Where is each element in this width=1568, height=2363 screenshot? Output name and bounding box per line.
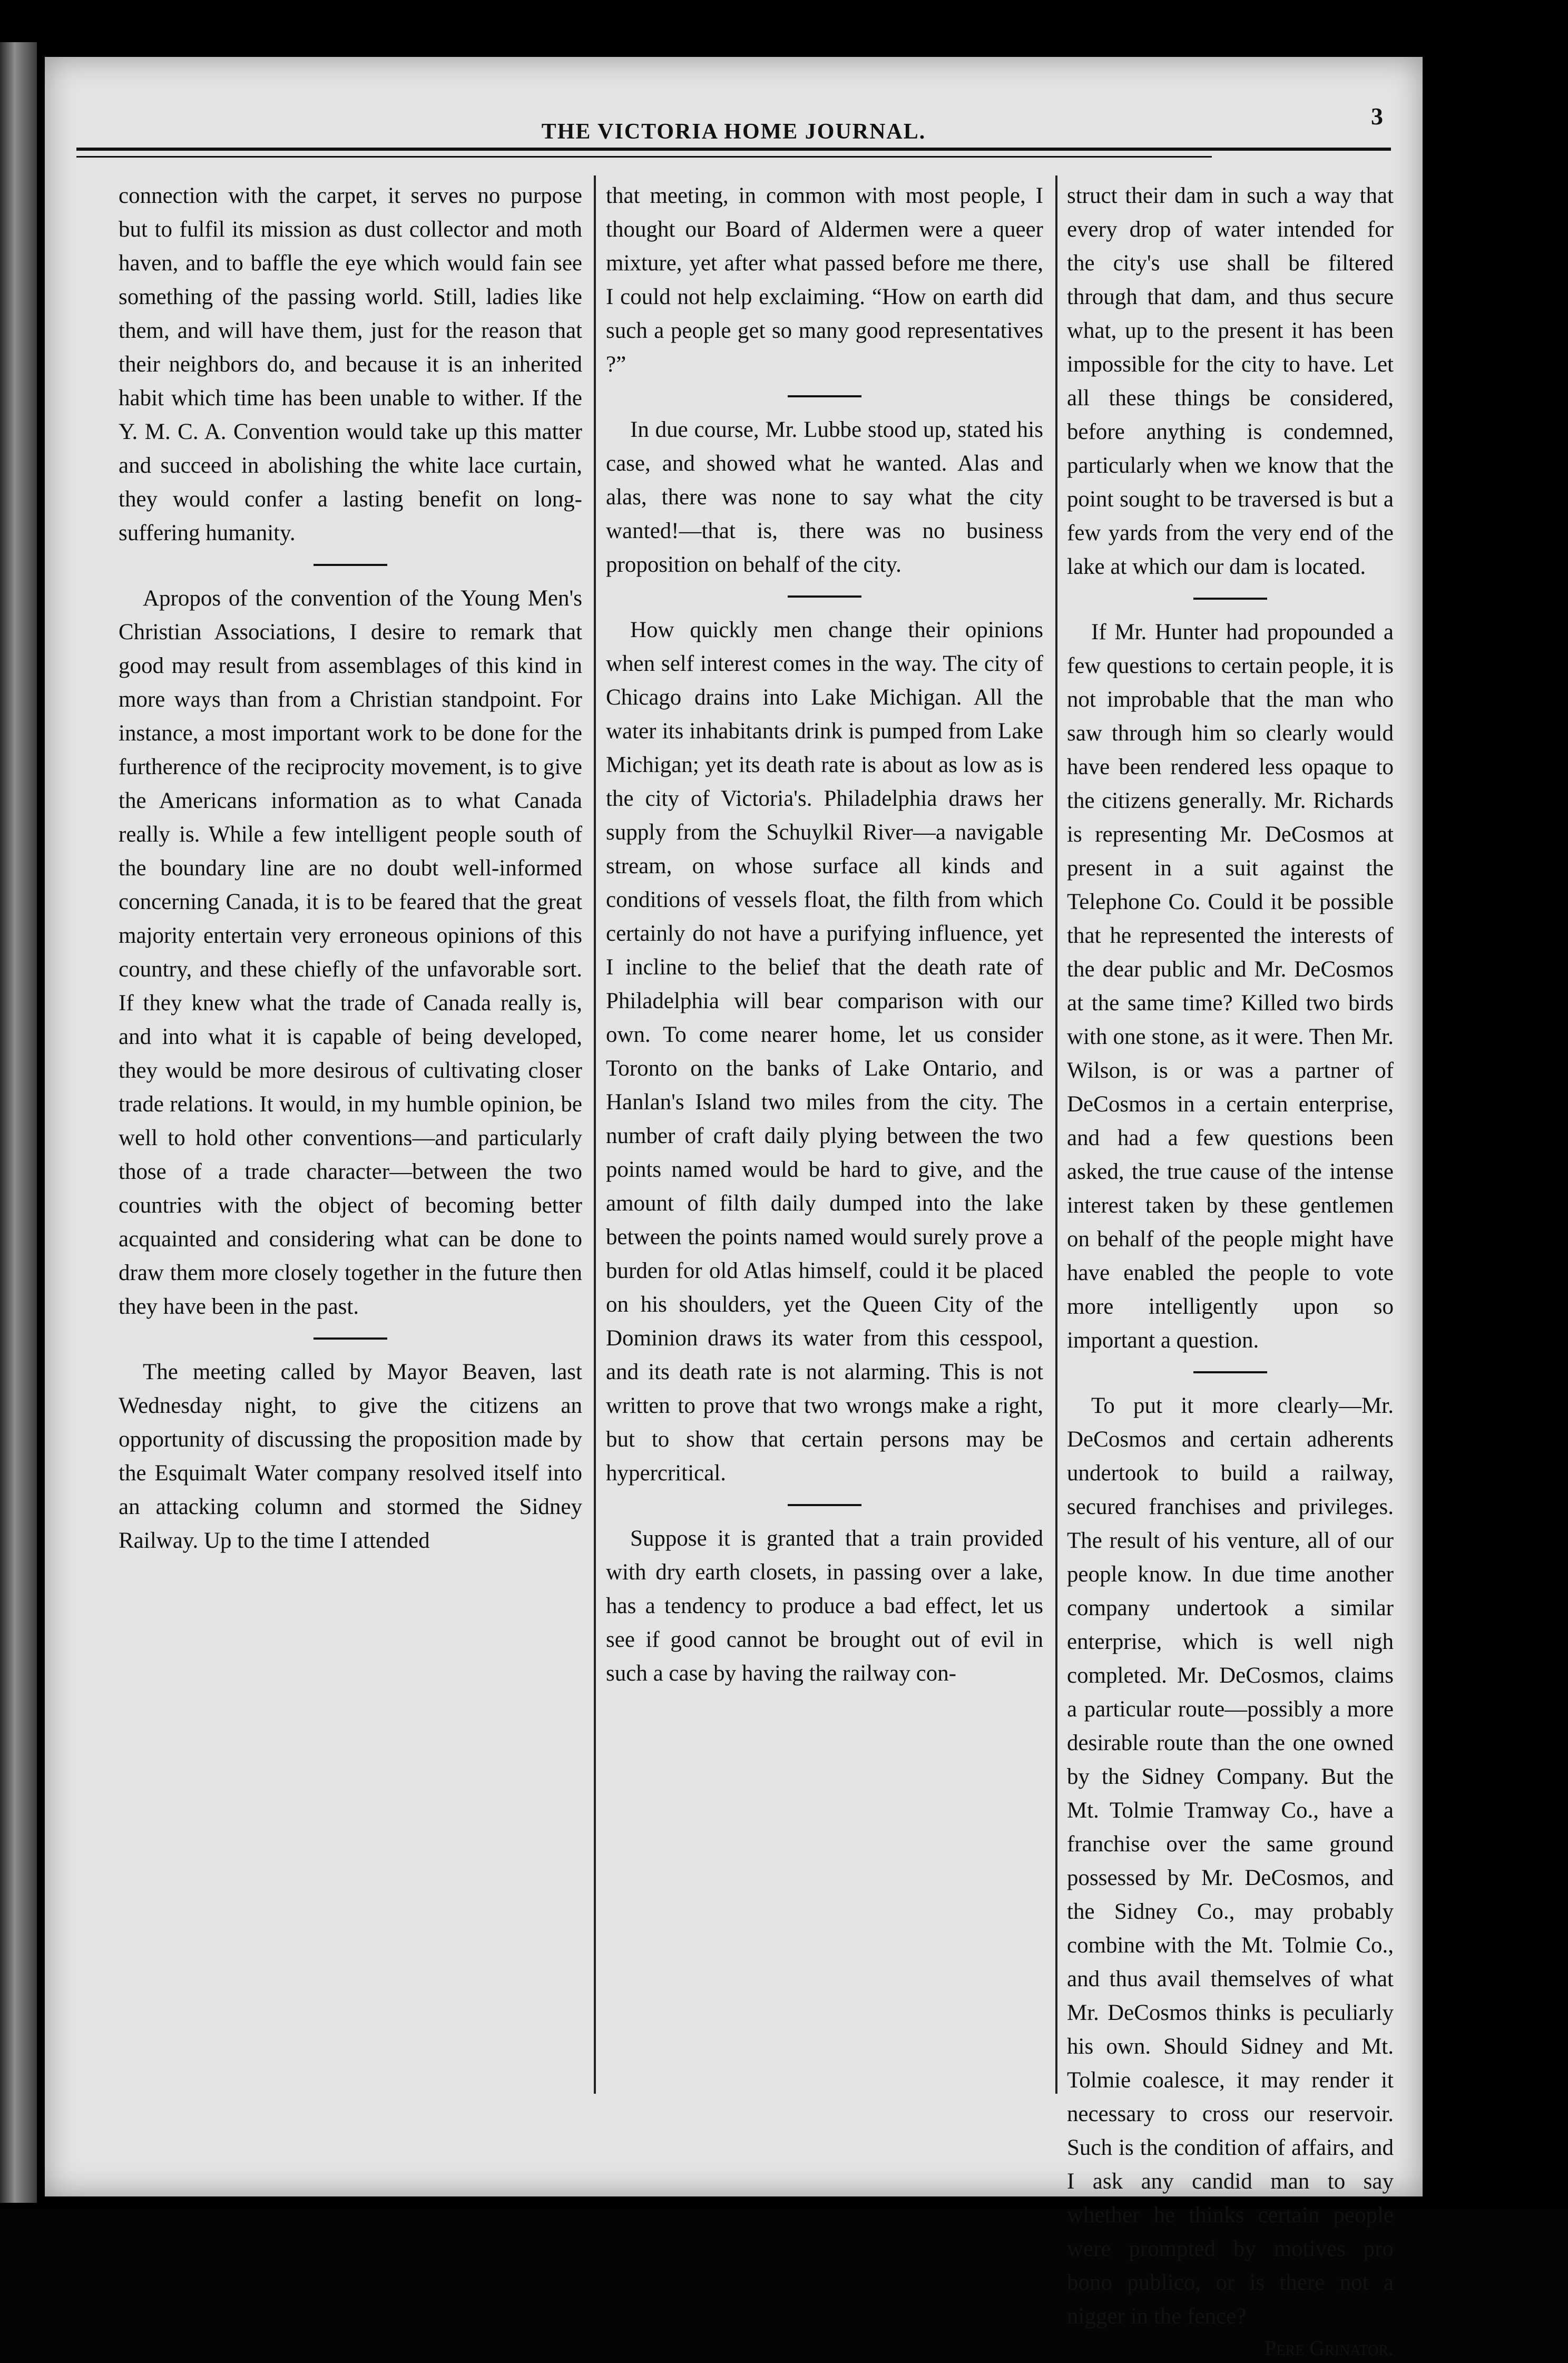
author-signature: Pere Grinator. xyxy=(1265,2336,1394,2360)
section-divider xyxy=(313,1337,387,1340)
column-rule xyxy=(594,175,596,2094)
section-divider xyxy=(788,1504,861,1506)
column-2 xyxy=(606,179,1043,2140)
column-3 xyxy=(1067,179,1394,2360)
section-divider xyxy=(1193,598,1267,600)
section-divider xyxy=(788,395,861,397)
paragraph: The meeting called by Mayor Beaven, last Wednesday night, to give the citizens an opportunity of discussing the proposition made by the Esquimalt Water company resolved itself into an attacking column and stormed the Sidney Railway. Up to the time I attended xyxy=(119,1360,582,1553)
paragraph: Suppose it is granted that a train provided with dry earth closets, in passing over a lake, has a tendency to produce a bad effect, let us see if good cannot be brought out of evil in such a case by having the railway con- xyxy=(606,1526,1043,1686)
paragraph: Apropos of the convention of the Young Men's Christian Associations, I desire to remark that good may result from assemblages of this kind in more ways than from a Christian standpoint. For instance, a most important work to be done for the furtherence of the reciprocity movement, is to give the Americans information as to what Canada really is. While a few intelligent people south of the boundary line are no doubt well-informed concerning Canada, it is to be feared that the great majority entertain very erroneous opinions of this country, and these chiefly of the unfavorable sort. If they knew what the trade of Canada really is, and into what it is capable of being developed, they would be more desirous of cultivating closer trade relations. It would, in my humble opinion, be well to hold other conventions—and particularly those of a trade character—between the two countries with the object of becoming better acquainted and considering what can be done to draw them more closely together in the future then they have been in the past. xyxy=(119,586,582,1319)
paragraph: To put it more clearly—Mr. DeCosmos and certain adherents undertook to build a railway, secured franchises and privileges. The result of his venture, all of our people know. In due time another company undertook a similar enterprise, which is well nigh completed. Mr. DeCosmos, claims a particular route—possibly a more desirable route than the one owned by the Sidney Company. But the Mt. Tolmie Tramway Co., have a franchise over the same ground possessed by Mr. DeCosmos, and the Sidney Co., may probably combine with the Mt. Tolmie Co., and thus avail themselves of what Mr. DeCosmos thinks is peculiarly his own. Should Sidney and Mt. Tolmie coalesce, it may render it necessary to cross our reservoir. Such is the condition of affairs, and I ask any candid man to say whether he thinks certain people were prompted by motives pro bono publico, or is there not a nigger in the fence? xyxy=(1067,1393,1394,2329)
paragraph: that meeting, in common with most people, I thought our Board of Aldermen were a queer mixture, yet after what passed before me there, I could not help exclaiming. “How on earth did such a people get so many good representatives ?” xyxy=(606,183,1043,377)
facing-page-edge xyxy=(0,42,37,2203)
paragraph: If Mr. Hunter had propounded a few questions to certain people, it is not improbable that the man who saw through him so clearly would have been rendered less opaque to the citizens generally. Mr. Richards is representing Mr. DeCosmos at present in a suit against the Telephone Co. Could it be possible that he represented the interests of the dear public and Mr. DeCosmos at the same time? Killed two birds with one stone, as it were. Then Mr. Wilson, is or was a partner of DeCosmos in a certain enterprise, and had a few questions been asked, the true cause of the intense interest taken by these gentlemen on behalf of the people might have have enabled the people to vote more intelligently upon so important a question. xyxy=(1067,620,1394,1353)
header-rule-thin xyxy=(76,156,1212,158)
paragraph: connection with the carpet, it serves no purpose but to fulfil its mission as dust collector and moth haven, and to baffle the eye which would fain see something of the passing world. Still, ladies like them, and will have them, just for the reason that their neighbors do, and because it is an inherited habit which time has been unable to wither. If the Y. M. C. A. Convention would take up this matter and succeed in abolishing the white lace curtain, they would confer a lasting benefit on long-suffering humanity. xyxy=(119,183,582,545)
section-divider xyxy=(313,564,387,566)
header-rule xyxy=(76,148,1391,151)
section-divider xyxy=(1193,1371,1267,1373)
section-divider xyxy=(788,595,861,598)
paragraph: In due course, Mr. Lubbe stood up, stated his case, and showed what he wanted. Alas and alas, there was none to say what the city wanted!—that is, there was no business proposition on behalf of the city. xyxy=(606,417,1043,577)
running-head: THE VICTORIA HOME JOURNAL. xyxy=(541,120,926,144)
column-1 xyxy=(119,179,582,2140)
page-number: 3 xyxy=(1371,103,1383,130)
column-rule xyxy=(1055,175,1057,2094)
paragraph: struct their dam in such a way that every drop of water intended for the city's use shall be filtered through that dam, and thus secure what, up to the present it has been impossible for the city to have. Let all these things be considered, before anything is condemned, particularly when we know that the point sought to be traversed is but a few yards from the very end of the lake at which our dam is located. xyxy=(1067,183,1394,579)
newspaper-page xyxy=(45,57,1423,2360)
paragraph: How quickly men change their opinions when self interest comes in the way. The city of Chicago drains into Lake Michigan. All the water its inhabitants drink is pumped from Lake Michigan; yet its death rate is about as low as is the city of Victoria's. Philadelphia draws her supply from the Schuylkil River—a navigable stream, on whose surface all kinds and conditions of vessels float, the filth from which certainly do not have a purifying influence, yet I incline to the belief that the death rate of Philadelphia will bear comparison with our own. To come nearer home, let us consider Toronto on the banks of Lake Ontario, and Hanlan's Island two miles from the city. The number of craft daily plying between the two points named would be hard to give, and the amount of filth daily dumped into the lake between the points named would surely prove a burden for old Atlas himself, could it be placed on his shoulders, yet the Queen City of the Dominion draws its water from this cesspool, and its death rate is not alarming. This is not written to prove that two wrongs make a right, but to show that certain persons may be hypercritical. xyxy=(606,618,1043,1486)
